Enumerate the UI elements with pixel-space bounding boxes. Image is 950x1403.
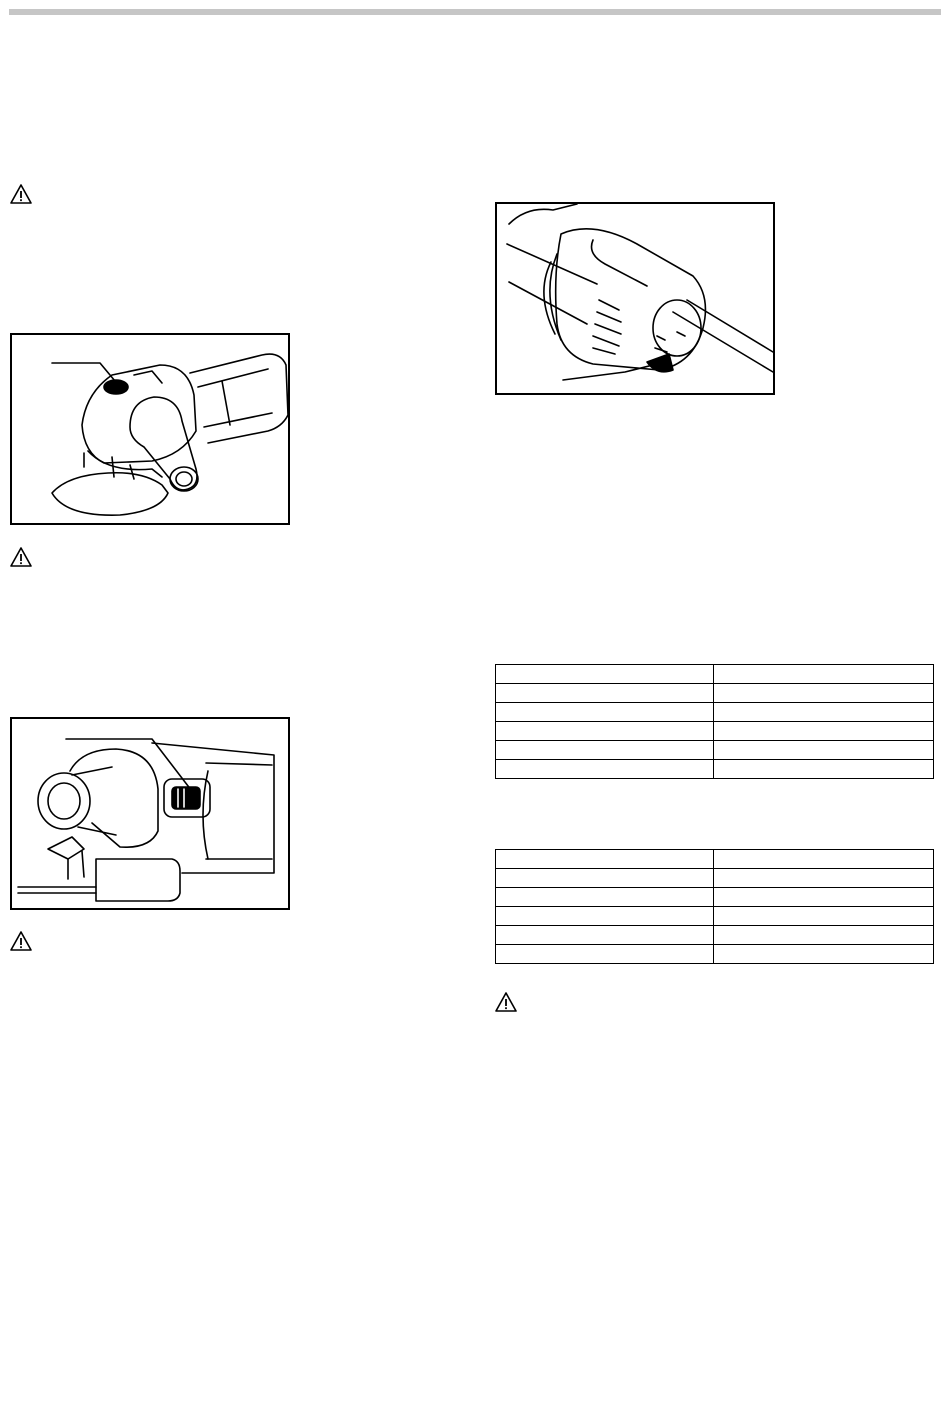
table-cell xyxy=(496,741,714,760)
table-cell xyxy=(496,760,714,779)
table-row xyxy=(496,926,934,945)
table-row xyxy=(496,850,934,869)
table-row xyxy=(496,665,934,684)
table-row xyxy=(496,741,934,760)
table-cell xyxy=(714,945,934,964)
table-cell xyxy=(496,665,714,684)
table-row xyxy=(496,869,934,888)
table-cell xyxy=(496,722,714,741)
warning-triangle-icon xyxy=(494,991,518,1013)
warning-triangle-icon xyxy=(9,930,33,952)
table-cell xyxy=(714,869,934,888)
table-cell xyxy=(496,869,714,888)
table-cell xyxy=(496,907,714,926)
table-cell xyxy=(714,760,934,779)
table-row xyxy=(496,703,934,722)
spec-table-1 xyxy=(495,664,934,779)
table-cell xyxy=(714,888,934,907)
table-row xyxy=(496,945,934,964)
table-cell xyxy=(714,665,934,684)
header-rule xyxy=(9,9,941,15)
table-cell xyxy=(714,722,934,741)
spec-table-2 xyxy=(495,849,934,964)
table-cell xyxy=(496,926,714,945)
table-row xyxy=(496,760,934,779)
table-cell xyxy=(496,888,714,907)
shaft-lock-figure xyxy=(10,333,290,525)
table-row xyxy=(496,888,934,907)
table-cell xyxy=(714,850,934,869)
table-cell xyxy=(496,684,714,703)
table-cell xyxy=(714,926,934,945)
switch-figure xyxy=(10,717,290,910)
speed-dial-figure xyxy=(495,202,775,395)
table-cell xyxy=(496,850,714,869)
table-row xyxy=(496,907,934,926)
table-cell xyxy=(714,907,934,926)
table-cell xyxy=(496,703,714,722)
table-row xyxy=(496,684,934,703)
warning-triangle-icon xyxy=(9,546,33,568)
table-cell xyxy=(714,703,934,722)
table-row xyxy=(496,722,934,741)
table-cell xyxy=(496,945,714,964)
table-cell xyxy=(714,741,934,760)
warning-triangle-icon xyxy=(9,183,33,205)
table-cell xyxy=(714,684,934,703)
